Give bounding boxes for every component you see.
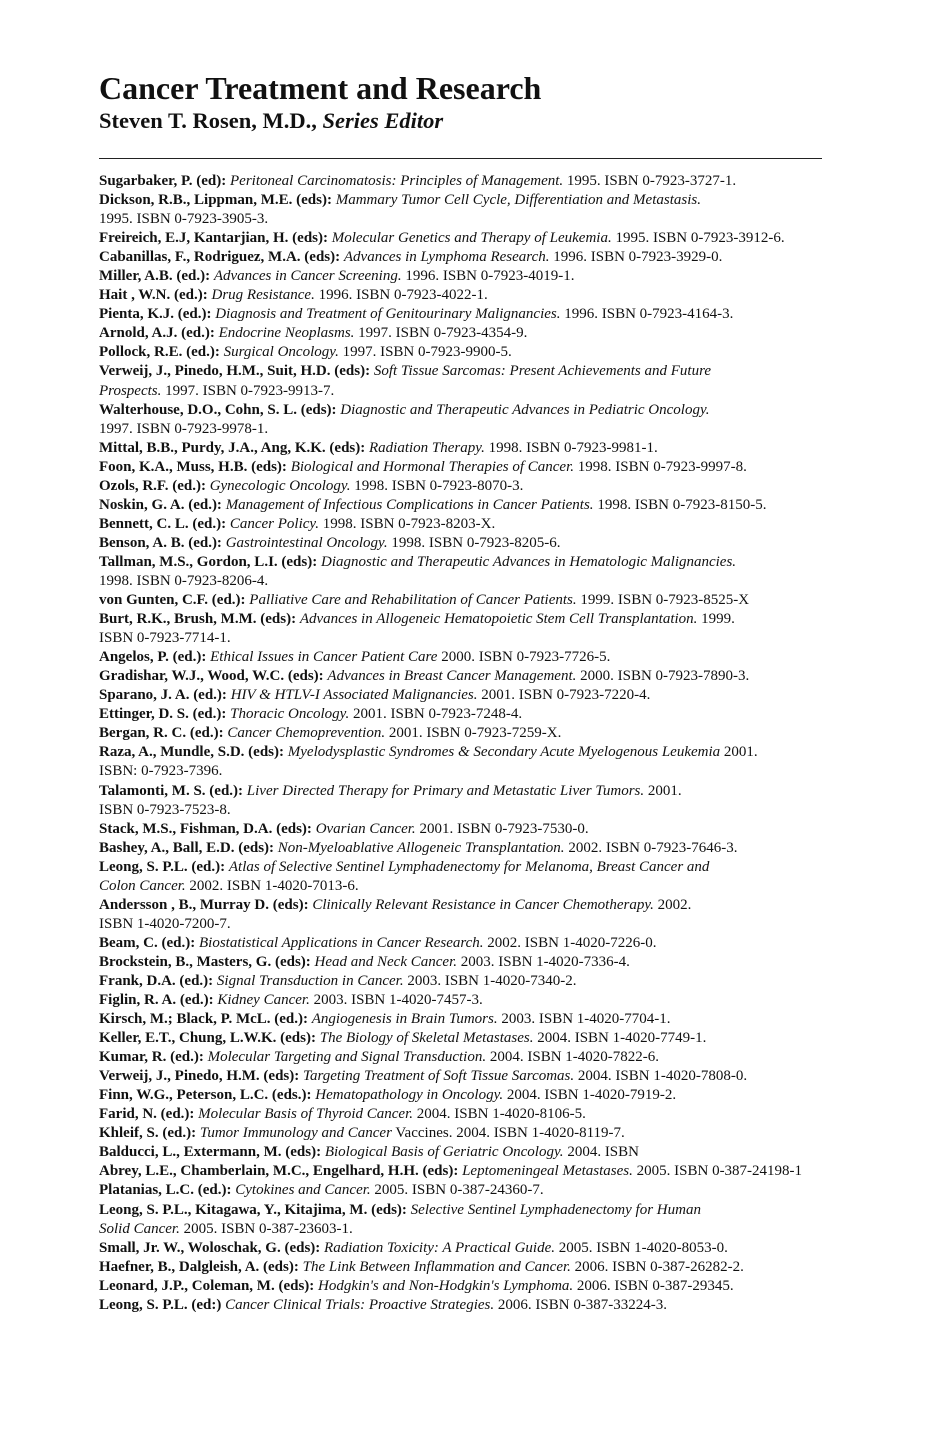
entry-title: Radiation Therapy. (369, 439, 485, 456)
list-item (99, 1029, 919, 1048)
editor-name: Steven T. Rosen, M.D., (99, 108, 317, 133)
list-item (99, 1258, 919, 1277)
entry-line (99, 1162, 919, 1181)
entry-line (99, 724, 919, 743)
list-item (99, 343, 919, 362)
entry-authors: Cabanillas, F., Rodriguez, M.A. (eds): (99, 249, 341, 266)
entry-details: 2005. ISBN 0-387-24198-1 (632, 1163, 803, 1180)
list-item (99, 191, 919, 229)
entry-details: 2005. ISBN 1-4020-8053-0. (555, 1239, 728, 1256)
entry-authors: Dickson, R.B., Lippman, M.E. (eds): (99, 192, 332, 209)
entry-details: 1996. ISBN 0-7923-4019-1. (401, 268, 575, 285)
entry-line (99, 743, 919, 762)
entry-title: Selective Sentinel Lymphadenectomy for Human (410, 1201, 701, 1218)
list-item (99, 1296, 919, 1315)
series-page (99, 70, 919, 1315)
entry-details: 1998. ISBN 0-7923-8205-6. (387, 534, 561, 551)
entry-line (99, 305, 919, 324)
list-item (99, 401, 919, 439)
entry-title: Clinically Relevant Resistance in Cancer Chemotherapy. (312, 896, 654, 913)
entry-details: 2001. (644, 782, 682, 799)
entry-title: Hodgkin's and Non-Hodgkin's Lymphoma. (318, 1277, 574, 1294)
entry-title: Management of Infectious Complications in Cancer Patients. (225, 496, 594, 513)
entry-title: Signal Transduction in Cancer. (216, 972, 404, 989)
list-item (99, 324, 919, 343)
entry-title: Kidney Cancer. (217, 992, 310, 1009)
entry-line (99, 1048, 919, 1067)
entry-authors: Farid, N. (ed.): (99, 1106, 195, 1123)
entry-authors: Freireich, E.J, Kantarjian, H. (eds): (99, 230, 328, 247)
entry-authors: von Gunten, C.F. (ed.): (99, 592, 246, 609)
entry-authors: Benson, A. B. (ed.): (99, 534, 222, 551)
entry-details: 1999. (697, 611, 735, 628)
list-item (99, 591, 919, 610)
entry-details: 1995. ISBN 0-7923-3912-6. (611, 230, 785, 247)
entry-title: Solid Cancer. (99, 1220, 180, 1237)
list-item (99, 534, 919, 553)
entry-title: Cancer Chemoprevention. (227, 725, 386, 742)
entry-line (99, 401, 919, 420)
entry-title: Peritoneal Carcinomatosis: Principles of Management. (230, 173, 564, 189)
entry-authors: Kumar, R. (ed.): (99, 1049, 204, 1066)
entry-line (99, 1067, 919, 1086)
editor-role: Series Editor (322, 108, 444, 133)
entry-line (99, 858, 919, 877)
entry-title: Surgical Oncology. (223, 344, 339, 361)
entry-authors: Khleif, S. (ed.): (99, 1125, 197, 1142)
entry-title: Colon Cancer. (99, 877, 186, 894)
entry-title: Soft Tissue Sarcomas: Present Achievements and Future (373, 363, 712, 380)
entry-details: 2000. ISBN 0-7923-7890-3. (576, 668, 750, 685)
entry-authors: Leonard, J.P., Coleman, M. (eds): (99, 1277, 315, 1294)
entry-details: 2001. ISBN 0-7923-7259-X. (385, 725, 562, 742)
entry-authors: Raza, A., Mundle, S.D. (eds): (99, 744, 285, 761)
entry-title: Diagnostic and Therapeutic Advances in Hematologic Malignancies. (320, 553, 737, 570)
entry-line (99, 705, 919, 724)
entry-title: Diagnostic and Therapeutic Advances in Pediatric Oncology. (340, 401, 710, 418)
entry-line (99, 382, 919, 401)
entry-title: Advances in Breast Cancer Management. (327, 668, 577, 685)
list-item (99, 820, 919, 839)
entry-authors: Bashey, A., Ball, E.D. (eds): (99, 839, 275, 856)
entry-details: 2001. ISBN 0-7923-7530-0. (415, 820, 589, 837)
entry-details: 2003. ISBN 1-4020-7704-1. (497, 1011, 671, 1028)
title-divider (99, 158, 822, 159)
entry-line (99, 991, 919, 1010)
list-item (99, 743, 919, 781)
entry-line (99, 610, 919, 629)
entry-line (99, 648, 919, 667)
entry-details: 1997. ISBN 0-7923-4354-9. (354, 325, 528, 342)
entry-title: Gastrointestinal Oncology. (225, 534, 388, 551)
list-item (99, 705, 919, 724)
series-editor (99, 108, 919, 134)
entry-title: Molecular Genetics and Therapy of Leukemia. (331, 230, 612, 247)
entry-authors: Kirsch, M.; Black, P. McL. (ed.): (99, 1011, 308, 1028)
entry-title: Palliative Care and Rehabilitation of Cancer Patients. (249, 592, 577, 609)
entry-details: 2004. ISBN 1-4020-7749-1. (533, 1030, 707, 1047)
entry-line (99, 1105, 919, 1124)
entry-title: Drug Resistance. (211, 287, 315, 304)
entry-line (99, 1143, 919, 1162)
entry-authors: Abrey, L.E., Chamberlain, M.C., Engelhard, H.H. (eds): (99, 1163, 459, 1180)
entry-title: Tumor Immunology and Cancer (199, 1125, 392, 1142)
entry-details: 1998. ISBN 0-7923-8203-X. (318, 515, 496, 532)
entry-details: 2001. ISBN 0-7923-7248-4. (349, 706, 523, 723)
list-item (99, 782, 919, 820)
entry-authors: Balducci, L., Extermann, M. (eds): (99, 1144, 322, 1161)
entry-line (99, 572, 919, 591)
entry-authors: Arnold, A.J. (ed.): (99, 325, 215, 342)
entry-details: 2004. ISBN 1-4020-7919-2. (503, 1087, 677, 1104)
entry-details: 2002. ISBN 1-4020-7013-6. (185, 877, 359, 894)
entry-title: Biological and Hormonal Therapies of Cancer. (290, 458, 575, 475)
entry-details: 2006. ISBN 0-387-33224-3. (494, 1296, 668, 1313)
entry-authors: Bergan, R. C. (ed.): (99, 725, 224, 742)
entry-details: 2006. ISBN 0-387-26282-2. (570, 1258, 744, 1275)
entry-line (99, 1029, 919, 1048)
entry-details: 2001. (720, 744, 758, 761)
list-item (99, 724, 919, 743)
entry-line (99, 1010, 919, 1029)
entry-line (99, 324, 919, 343)
entry-line (99, 1296, 919, 1315)
entry-line (99, 972, 919, 991)
entry-details: 2005. ISBN 0-387-23603-1. (179, 1220, 353, 1237)
entry-line (99, 1220, 919, 1239)
entry-line (99, 210, 919, 229)
entry-line (99, 343, 919, 362)
entry-authors: Burt, R.K., Brush, M.M. (eds): (99, 611, 297, 628)
list-item (99, 1086, 919, 1105)
entry-line (99, 362, 919, 381)
entry-line (99, 896, 919, 915)
entry-details: 1997. ISBN 0-7923-9900-5. (338, 344, 512, 361)
entry-line (99, 1277, 919, 1296)
entry-details: 1998. ISBN 0-7923-8070-3. (350, 477, 524, 494)
entry-line (99, 915, 919, 934)
list-item (99, 172, 919, 191)
entry-title: Thoracic Oncology. (230, 706, 350, 723)
list-item (99, 1105, 919, 1124)
entry-details: 1998. ISBN 0-7923-9981-1. (484, 439, 658, 456)
entry-title: The Link Between Inflammation and Cancer. (302, 1258, 571, 1275)
entry-line (99, 191, 919, 210)
entry-details: 2003. ISBN 1-4020-7457-3. (309, 992, 483, 1009)
entry-authors: Leong, S. P.L. (ed.): (99, 858, 226, 875)
list-item (99, 362, 919, 400)
entry-authors: Sugarbaker, P. (ed): (99, 173, 227, 189)
entry-title: Diagnosis and Treatment of Genitourinary Malignancies. (215, 306, 561, 323)
entry-line (99, 267, 919, 286)
entry-title: Head and Neck Cancer. (314, 953, 457, 970)
entry-line (99, 1201, 919, 1220)
list-item (99, 896, 919, 934)
list-item (99, 1010, 919, 1029)
entry-details: 1995. ISBN 0-7923-3727-1. (563, 173, 737, 189)
entry-details: 1998. ISBN 0-7923-9997-8. (574, 458, 747, 475)
entry-line (99, 667, 919, 686)
entry-title: Advances in Lymphoma Research. (343, 249, 550, 266)
entry-title: Cancer Policy. (229, 515, 319, 532)
entry-line (99, 591, 919, 610)
entry-details: ISBN: 0-7923-7396. (99, 763, 223, 780)
list-item (99, 991, 919, 1010)
entry-line (99, 553, 919, 572)
entry-title: Advances in Allogeneic Hematopoietic Stem Cell Transplantation. (299, 611, 698, 628)
list-item (99, 667, 919, 686)
list-item (99, 229, 919, 248)
entry-details: 1999. ISBN 0-7923-8525-X (576, 592, 750, 609)
entry-authors: Pollock, R.E. (ed.): (99, 344, 220, 361)
list-item (99, 1067, 919, 1086)
entry-authors: Tallman, M.S., Gordon, L.I. (eds): (99, 553, 318, 570)
entry-authors: Frank, D.A. (ed.): (99, 972, 214, 989)
entry-details: 1997. ISBN 0-7923-9913-7. (161, 382, 335, 399)
entry-title: Cancer Clinical Trials: Proactive Strategies. (225, 1296, 495, 1313)
entry-line (99, 534, 919, 553)
entry-authors: Ozols, R.F. (ed.): (99, 477, 206, 494)
entry-title: HIV & HTLV-I Associated Malignancies. (230, 687, 478, 704)
entry-title: Liver Directed Therapy for Primary and Metastatic Liver Tumors. (246, 782, 645, 799)
entry-line (99, 477, 919, 496)
entry-line (99, 1181, 919, 1200)
list-item (99, 1048, 919, 1067)
list-item (99, 1162, 919, 1181)
entry-title: Ethical Issues in Cancer Patient Care (210, 649, 438, 666)
list-item (99, 267, 919, 286)
entry-line (99, 496, 919, 515)
entry-authors: Ettinger, D. S. (ed.): (99, 706, 227, 723)
entry-title: Atlas of Selective Sentinel Lymphadenectomy for Melanoma, Breast Cancer and (228, 858, 710, 875)
list-item (99, 458, 919, 477)
entry-authors: Platanias, L.C. (ed.): (99, 1182, 232, 1199)
entry-details: 2004. ISBN (563, 1144, 639, 1161)
entry-authors: Foon, K.A., Muss, H.B. (eds): (99, 458, 287, 475)
entry-details: 2006. ISBN 0-387-29345. (573, 1277, 734, 1294)
entry-authors: Verweij, J., Pinedo, H.M. (eds): (99, 1068, 300, 1085)
entry-line (99, 286, 919, 305)
list-item (99, 839, 919, 858)
entry-line (99, 801, 919, 820)
entry-authors: Verweij, J., Pinedo, H.M., Suit, H.D. (eds): (99, 363, 371, 380)
list-item (99, 248, 919, 267)
entry-line (99, 762, 919, 781)
entry-authors: Finn, W.G., Peterson, L.C. (eds.): (99, 1087, 312, 1104)
entry-details: Vaccines. 2004. ISBN 1-4020-8119-7. (391, 1125, 625, 1142)
entry-details: ISBN 0-7923-7523-8. (99, 801, 231, 818)
entry-title: Biological Basis of Geriatric Oncology. (324, 1144, 564, 1161)
entry-title: Molecular Basis of Thyroid Cancer. (198, 1106, 414, 1123)
entry-line (99, 1124, 919, 1143)
list-item (99, 1201, 919, 1239)
entry-authors: Hait , W.N. (ed.): (99, 287, 208, 304)
entry-line (99, 1239, 919, 1258)
entry-details: 1995. ISBN 0-7923-3905-3. (99, 211, 269, 228)
entry-line (99, 229, 919, 248)
entry-line (99, 629, 919, 648)
entry-line (99, 420, 919, 439)
entry-details: 2002. (653, 896, 692, 913)
entry-line (99, 686, 919, 705)
entry-title: Non-Myeloablative Allogeneic Transplantation. (277, 839, 565, 856)
list-item (99, 477, 919, 496)
entry-title: Ovarian Cancer. (315, 820, 416, 837)
list-item (99, 972, 919, 991)
entry-line (99, 839, 919, 858)
entry-details: 1997. ISBN 0-7923-9978-1. (99, 420, 269, 437)
entry-authors: Talamonti, M. S. (ed.): (99, 782, 244, 799)
entry-title: Advances in Cancer Screening. (213, 268, 402, 285)
list-item (99, 439, 919, 458)
entry-authors: Mittal, B.B., Purdy, J.A., Ang, K.K. (eds): (99, 439, 366, 456)
list-item (99, 686, 919, 705)
entry-line (99, 515, 919, 534)
list-item (99, 610, 919, 648)
entry-title: Hematopathology in Oncology. (315, 1087, 504, 1104)
entry-authors: Miller, A.B. (ed.): (99, 268, 211, 285)
entry-details: ISBN 0-7923-7714-1. (99, 630, 231, 647)
entry-title: Molecular Targeting and Signal Transduction. (207, 1049, 487, 1066)
list-item (99, 934, 919, 953)
entry-authors: Beam, C. (ed.): (99, 934, 196, 951)
entry-details: 2005. ISBN 0-387-24360-7. (370, 1182, 544, 1199)
entry-authors: Noskin, G. A. (ed.): (99, 496, 222, 513)
entry-details: 2002. ISBN 1-4020-7226-0. (483, 934, 657, 951)
entry-title: Gynecologic Oncology. (209, 477, 351, 494)
entry-title: Targeting Treatment of Soft Tissue Sarcomas. (303, 1068, 575, 1085)
list-item (99, 1181, 919, 1200)
entry-authors: Pienta, K.J. (ed.): (99, 306, 212, 323)
entry-title: Leptomeningeal Metastases. (462, 1163, 633, 1180)
book-list (99, 172, 919, 1315)
list-item (99, 553, 919, 591)
entry-line (99, 439, 919, 458)
entry-line (99, 458, 919, 477)
entry-authors: Keller, E.T., Chung, L.W.K. (eds): (99, 1030, 316, 1047)
entry-authors: Leong, S. P.L. (ed:) (99, 1296, 222, 1313)
entry-line (99, 877, 919, 896)
entry-details: 2003. ISBN 1-4020-7336-4. (457, 953, 630, 970)
entry-title: Cytokines and Cancer. (235, 1182, 371, 1199)
entry-title: Angiogenesis in Brain Tumors. (311, 1011, 498, 1028)
entry-authors: Gradishar, W.J., Wood, W.C. (eds): (99, 668, 324, 685)
entry-authors: Andersson , B., Murray D. (eds): (99, 896, 309, 913)
series-title: Cancer Treatment and Research (99, 70, 542, 106)
list-item (99, 1239, 919, 1258)
entry-authors: Brockstein, B., Masters, G. (eds): (99, 953, 311, 970)
entry-authors: Sparano, J. A. (ed.): (99, 687, 227, 704)
entry-details: ISBN 1-4020-7200-7. (99, 915, 231, 932)
entry-details: 2004. ISBN 1-4020-7808-0. (574, 1068, 748, 1085)
entry-authors: Leong, S. P.L., Kitagawa, Y., Kitajima, M. (eds): (99, 1201, 407, 1218)
entry-title: Endocrine Neoplasms. (218, 325, 355, 342)
entry-title: Radiation Toxicity: A Practical Guide. (324, 1239, 555, 1256)
entry-line (99, 172, 919, 191)
entry-title: Mammary Tumor Cell Cycle, Differentiation and Metastasis. (335, 192, 701, 209)
entry-line (99, 248, 919, 267)
entry-authors: Walterhouse, D.O., Cohn, S. L. (eds): (99, 401, 337, 418)
entry-line (99, 953, 919, 972)
entry-authors: Small, Jr. W., Woloschak, G. (eds): (99, 1239, 321, 1256)
entry-details: 1996. ISBN 0-7923-4022-1. (314, 287, 488, 304)
list-item (99, 1143, 919, 1162)
list-item (99, 515, 919, 534)
entry-line (99, 820, 919, 839)
entry-line (99, 1086, 919, 1105)
entry-title: Prospects. (99, 382, 162, 399)
entry-authors: Angelos, P. (ed.): (99, 649, 207, 666)
list-item (99, 305, 919, 324)
entry-details: 2000. ISBN 0-7923-7726-5. (437, 649, 611, 666)
entry-details: 2004. ISBN 1-4020-7822-6. (486, 1049, 660, 1066)
list-item (99, 858, 919, 896)
entry-details: 2001. ISBN 0-7923-7220-4. (477, 687, 651, 704)
entry-authors: Stack, M.S., Fishman, D.A. (eds): (99, 820, 312, 837)
list-item (99, 953, 919, 972)
list-item (99, 1124, 919, 1143)
entry-details: 1998. ISBN 0-7923-8150-5. (593, 496, 767, 513)
list-item (99, 648, 919, 667)
entry-authors: Bennett, C. L. (ed.): (99, 515, 227, 532)
entry-title: Myelodysplastic Syndromes & Secondary Acute Myelogenous Leukemia (287, 744, 721, 761)
entry-line (99, 1258, 919, 1277)
list-item (99, 496, 919, 515)
list-item (99, 286, 919, 305)
list-item (99, 1277, 919, 1296)
entry-details: 1996. ISBN 0-7923-4164-3. (560, 306, 734, 323)
entry-authors: Haefner, B., Dalgleish, A. (eds): (99, 1258, 299, 1275)
entry-authors: Figlin, R. A. (ed.): (99, 992, 214, 1009)
entry-line (99, 782, 919, 801)
entry-details: 2003. ISBN 1-4020-7340-2. (403, 972, 577, 989)
entry-details: 2004. ISBN 1-4020-8106-5. (413, 1106, 586, 1123)
entry-details: 1998. ISBN 0-7923-8206-4. (99, 572, 269, 589)
entry-line (99, 934, 919, 953)
entry-details: 2002. ISBN 0-7923-7646-3. (564, 839, 738, 856)
entry-details: 1996. ISBN 0-7923-3929-0. (549, 249, 723, 266)
entry-title: Biostatistical Applications in Cancer Research. (198, 934, 484, 951)
entry-title: The Biology of Skeletal Metastases. (319, 1030, 534, 1047)
